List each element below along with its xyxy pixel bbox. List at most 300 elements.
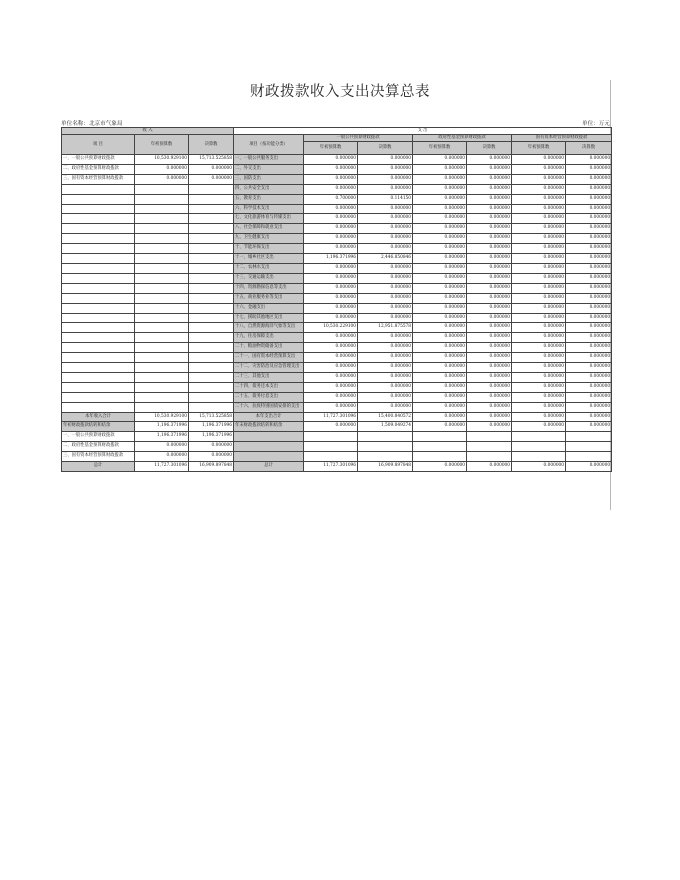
fund-final-cell: 0.000000 (467, 224, 512, 234)
general-budget-cell: 0.000000 (304, 283, 358, 293)
fund-budget-cell: 0.000000 (413, 382, 467, 392)
state-final-cell: 0.000000 (566, 224, 612, 234)
fund-final-cell: 0.000000 (467, 363, 512, 373)
income-item-cell (62, 184, 135, 194)
fund-final-cell: 0.000000 (467, 392, 512, 402)
state-budget-cell: 0.000000 (512, 392, 566, 402)
state-budget-cell: 0.000000 (512, 204, 566, 214)
year-exp-general-final: 15,400.840572 (358, 412, 413, 422)
table-row (62, 204, 612, 214)
income-budget-cell (135, 254, 189, 264)
fund-budget-cell: 0.000000 (413, 214, 467, 224)
income-item-cell (62, 353, 135, 363)
income-final-cell (189, 392, 234, 402)
income-item-cell: 三、国有资本经营预算财政拨款 (62, 174, 135, 184)
carry-sub3-budget: 0.000000 (135, 452, 189, 462)
expense-header: 支 出 (234, 128, 612, 135)
expense-item-cell: 九、卫生健康支出 (234, 234, 304, 244)
general-budget-cell: 0.000000 (304, 363, 358, 373)
income-budget-cell (135, 343, 189, 353)
table-row (62, 263, 612, 273)
year-exp-fund-budget: 0.000000 (413, 412, 467, 422)
year-income-final: 15,713.525858 (189, 412, 234, 422)
income-item-cell (62, 313, 135, 323)
expense-item-cell: 二十三、其他支出 (234, 372, 304, 382)
state-final-cell: 0.000000 (566, 184, 612, 194)
income-final-cell (189, 313, 234, 323)
income-header: 收 入 (62, 128, 234, 135)
empty-cell (304, 452, 358, 462)
table-row (62, 155, 612, 165)
general-budget-cell: 0.000000 (304, 234, 358, 244)
income-budget-cell (135, 323, 189, 333)
income-item-cell (62, 244, 135, 254)
expense-item-cell: 二十一、国有资本经营预算支出 (234, 353, 304, 363)
income-final-cell (189, 303, 234, 313)
carry-out-label: 年末财政拨款结转和结余 (234, 422, 304, 432)
total-exp-state-final: 0.000000 (566, 462, 612, 472)
general-budget-cell: 0.000000 (304, 263, 358, 273)
state-final-cell: 0.000000 (566, 155, 612, 165)
fund-final-cell: 0.000000 (467, 204, 512, 214)
general-budget-cell: 0.000000 (304, 313, 358, 323)
state-capital-header: 国有资本经营预算财政拨款 (512, 135, 612, 142)
carry-out-fund-budget: 0.000000 (413, 422, 467, 432)
carry-sub-row-3 (62, 452, 612, 462)
general-final-cell: 0.000000 (358, 363, 413, 373)
total-exp-fund-final: 0.000000 (467, 462, 512, 472)
carry-in-final: 1,196.371996 (189, 422, 234, 432)
carry-out-general-final: 1,509.049274 (358, 422, 413, 432)
state-budget-cell: 0.000000 (512, 234, 566, 244)
general-final-cell: 0.114150 (358, 194, 413, 204)
income-item-cell (62, 343, 135, 353)
income-final-cell (189, 244, 234, 254)
fund-final-cell: 0.000000 (467, 174, 512, 184)
carry-sub1-budget: 1,196.371996 (135, 432, 189, 442)
general-final-sub: 决算数 (358, 142, 413, 155)
expense-item-header: 项目（按功能分类） (234, 135, 304, 155)
general-budget-cell: 0.000000 (304, 214, 358, 224)
income-item-cell (62, 214, 135, 224)
expense-item-cell: 六、科学技术支出 (234, 204, 304, 214)
empty-cell (413, 452, 467, 462)
unit-name-label: 单位名称：北京市气象局 (61, 121, 123, 127)
expense-item-cell: 十八、自然资源海洋气象等支出 (234, 323, 304, 333)
expense-item-cell: 十三、交通运输支出 (234, 273, 304, 283)
expense-item-cell: 八、社会保障和就业支出 (234, 224, 304, 234)
carry-sub3-final: 0.000000 (189, 452, 234, 462)
carry-in-budget: 1,196.371996 (135, 422, 189, 432)
state-final-cell: 0.000000 (566, 363, 612, 373)
general-final-cell: 0.000000 (358, 174, 413, 184)
general-final-cell: 0.000000 (358, 382, 413, 392)
fund-final-cell: 0.000000 (467, 313, 512, 323)
fund-budget-cell: 0.000000 (413, 353, 467, 363)
fund-final-cell: 0.000000 (467, 303, 512, 313)
general-budget-cell: 10,530.229100 (304, 323, 358, 333)
empty-cell (512, 432, 566, 442)
state-final-cell: 0.000000 (566, 372, 612, 382)
fund-budget-cell: 0.000000 (413, 293, 467, 303)
general-final-cell: 0.000000 (358, 204, 413, 214)
empty-cell (358, 432, 413, 442)
state-budget-cell: 0.000000 (512, 155, 566, 165)
general-final-cell: 0.000000 (358, 293, 413, 303)
fund-budget-cell: 0.000000 (413, 184, 467, 194)
state-budget-cell: 0.000000 (512, 263, 566, 273)
fund-final-cell: 0.000000 (467, 293, 512, 303)
general-final-cell: 0.000000 (358, 244, 413, 254)
empty-cell (234, 452, 304, 462)
carry-sub2-budget: 0.000000 (135, 442, 189, 452)
year-exp-state-budget: 0.000000 (512, 412, 566, 422)
table-row (62, 214, 612, 224)
income-item-cell (62, 283, 135, 293)
year-total-row (62, 412, 612, 422)
income-final-cell (189, 283, 234, 293)
table-row (62, 164, 612, 174)
fund-final-cell: 0.000000 (467, 372, 512, 382)
state-final-cell: 0.000000 (566, 402, 612, 412)
general-budget-cell: 0.000000 (304, 293, 358, 303)
carry-out-fund-final: 0.000000 (467, 422, 512, 432)
income-final-cell: 15,713.525858 (189, 155, 234, 165)
carry-sub-row-1 (62, 432, 612, 442)
income-final-cell (189, 273, 234, 283)
general-final-cell: 0.000000 (358, 184, 413, 194)
state-final-cell: 0.000000 (566, 273, 612, 283)
carry-in-label: 年初财政拨款结转和结余 (62, 422, 135, 432)
income-final-cell (189, 184, 234, 194)
fund-final-cell: 0.000000 (467, 234, 512, 244)
income-item-cell (62, 273, 135, 283)
state-final-cell: 0.000000 (566, 194, 612, 204)
fund-budget-cell: 0.000000 (413, 244, 467, 254)
year-exp-general-budget: 11,727.301096 (304, 412, 358, 422)
fund-budget-cell: 0.000000 (413, 323, 467, 333)
state-final-cell: 0.000000 (566, 343, 612, 353)
general-final-cell: 0.000000 (358, 273, 413, 283)
fund-budget-cell: 0.000000 (413, 224, 467, 234)
empty-cell (566, 432, 612, 442)
expense-item-cell: 十七、援助其他地区支出 (234, 313, 304, 323)
general-budget-cell: 0.000000 (304, 392, 358, 402)
table-row (62, 283, 612, 293)
expense-item-cell: 二十四、债务还本支出 (234, 382, 304, 392)
fund-final-cell: 0.000000 (467, 254, 512, 264)
general-budget-cell: 0.000000 (304, 155, 358, 165)
general-budget-cell: 0.000000 (304, 382, 358, 392)
expense-item-cell: 十、节能环保支出 (234, 244, 304, 254)
table-row (62, 254, 612, 264)
table-row (62, 353, 612, 363)
income-final-cell (189, 382, 234, 392)
general-budget-cell: 0.000000 (304, 164, 358, 174)
income-final-cell (189, 194, 234, 204)
state-final-cell: 0.000000 (566, 214, 612, 224)
fund-final-cell: 0.000000 (467, 263, 512, 273)
income-final-cell (189, 234, 234, 244)
table-row (62, 194, 612, 204)
expense-item-cell: 十一、城乡社区支出 (234, 254, 304, 264)
state-budget-cell: 0.000000 (512, 343, 566, 353)
state-final-cell: 0.000000 (566, 333, 612, 343)
income-item-cell (62, 224, 135, 234)
income-budget-cell (135, 363, 189, 373)
total-expense-label: 总计 (234, 462, 304, 472)
fund-final-cell: 0.000000 (467, 323, 512, 333)
state-budget-cell: 0.000000 (512, 353, 566, 363)
income-budget-cell (135, 392, 189, 402)
expense-item-cell: 二十二、灾害防治及应急管理支出 (234, 363, 304, 373)
general-final-cell: 0.000000 (358, 392, 413, 402)
state-final-cell: 0.000000 (566, 164, 612, 174)
general-budget-sub: 年初预算数 (304, 142, 358, 155)
income-final-header: 决算数 (189, 135, 234, 155)
expense-item-cell: 二、外交支出 (234, 164, 304, 174)
income-item-header: 项 目 (62, 135, 135, 155)
income-budget-cell (135, 382, 189, 392)
state-final-sub: 决算数 (566, 142, 612, 155)
fund-final-cell: 0.000000 (467, 353, 512, 363)
fund-budget-cell: 0.000000 (413, 254, 467, 264)
report-title: 财政拨款收入支出决算总表 (250, 84, 430, 100)
fund-final-cell: 0.000000 (467, 214, 512, 224)
general-final-cell: 0.000000 (358, 224, 413, 234)
total-income-label: 总计 (62, 462, 135, 472)
general-final-cell: 0.000000 (358, 313, 413, 323)
table-row (62, 392, 612, 402)
table-row (62, 323, 612, 333)
fund-budget-cell: 0.000000 (413, 392, 467, 402)
income-budget-cell: 10,530.929100 (135, 155, 189, 165)
general-budget-cell: 0.000000 (304, 174, 358, 184)
general-final-cell: 0.000000 (358, 155, 413, 165)
table-row (62, 174, 612, 184)
fund-final-cell: 0.000000 (467, 164, 512, 174)
fund-budget-header: 政府性基金预算财政拨款 (413, 135, 512, 142)
empty-cell (304, 442, 358, 452)
income-budget-cell (135, 372, 189, 382)
state-final-cell: 0.000000 (566, 382, 612, 392)
empty-cell (358, 452, 413, 462)
fund-budget-sub: 年初预算数 (413, 142, 467, 155)
expense-item-cell: 二十六、抗疫特别国债安排的支出 (234, 402, 304, 412)
total-income-budget: 11,727.301096 (135, 462, 189, 472)
income-item-cell (62, 382, 135, 392)
expense-item-cell: 十五、商业服务业等支出 (234, 293, 304, 303)
income-item-cell (62, 204, 135, 214)
state-budget-cell: 0.000000 (512, 164, 566, 174)
fund-final-cell: 0.000000 (467, 155, 512, 165)
income-final-cell (189, 323, 234, 333)
income-final-cell (189, 204, 234, 214)
state-final-cell: 0.000000 (566, 313, 612, 323)
grand-total-row (62, 462, 612, 472)
state-final-cell: 0.000000 (566, 392, 612, 402)
general-final-cell: 0.000000 (358, 283, 413, 293)
general-budget-cell: 0.000000 (304, 402, 358, 412)
table-row (62, 234, 612, 244)
income-item-cell (62, 303, 135, 313)
income-final-cell (189, 214, 234, 224)
state-final-cell: 0.000000 (566, 303, 612, 313)
expense-item-cell: 一、一般公共服务支出 (234, 155, 304, 165)
fund-budget-cell: 0.000000 (413, 164, 467, 174)
empty-cell (467, 432, 512, 442)
empty-cell (304, 432, 358, 442)
income-budget-cell (135, 273, 189, 283)
income-final-cell (189, 402, 234, 412)
state-final-cell: 0.000000 (566, 323, 612, 333)
total-exp-state-budget: 0.000000 (512, 462, 566, 472)
year-exp-fund-final: 0.000000 (467, 412, 512, 422)
fund-budget-cell: 0.000000 (413, 372, 467, 382)
state-budget-cell: 0.000000 (512, 224, 566, 234)
fund-final-sub: 决算数 (467, 142, 512, 155)
fund-final-cell: 0.000000 (467, 333, 512, 343)
income-item-cell (62, 402, 135, 412)
general-final-cell: 0.000000 (358, 234, 413, 244)
fund-budget-cell: 0.000000 (413, 155, 467, 165)
state-budget-cell: 0.000000 (512, 273, 566, 283)
income-final-cell: 0.000000 (189, 164, 234, 174)
income-item-cell (62, 392, 135, 402)
state-budget-cell: 0.000000 (512, 363, 566, 373)
general-budget-cell: 0.000000 (304, 333, 358, 343)
carry-sub2-final: 0.000000 (189, 442, 234, 452)
expense-item-cell: 十九、住房保障支出 (234, 333, 304, 343)
general-budget-cell: 0.000000 (304, 184, 358, 194)
expense-item-cell: 十六、金融支出 (234, 303, 304, 313)
table-row (62, 303, 612, 313)
fund-final-cell: 0.000000 (467, 273, 512, 283)
year-expense-label: 本年支出合计 (234, 412, 304, 422)
general-budget-cell: 0.000000 (304, 372, 358, 382)
table-row (62, 313, 612, 323)
state-final-cell: 0.000000 (566, 263, 612, 273)
state-budget-cell: 0.000000 (512, 244, 566, 254)
fund-final-cell: 0.000000 (467, 244, 512, 254)
table-row (62, 224, 612, 234)
table-row (62, 363, 612, 373)
empty-cell (234, 442, 304, 452)
income-final-cell (189, 263, 234, 273)
year-income-label: 本年收入合计 (62, 412, 135, 422)
income-item-cell: 二、政府性基金预算财政拨款 (62, 164, 135, 174)
table-row (62, 382, 612, 392)
general-budget-cell: 0.000000 (304, 224, 358, 234)
fund-budget-cell: 0.000000 (413, 194, 467, 204)
income-final-cell: 0.000000 (189, 174, 234, 184)
fund-budget-cell: 0.000000 (413, 283, 467, 293)
empty-cell (413, 432, 467, 442)
state-budget-cell: 0.000000 (512, 254, 566, 264)
fund-final-cell: 0.000000 (467, 184, 512, 194)
fund-budget-cell: 0.000000 (413, 313, 467, 323)
income-budget-cell (135, 293, 189, 303)
state-final-cell: 0.000000 (566, 353, 612, 363)
fund-final-cell: 0.000000 (467, 382, 512, 392)
income-item-cell (62, 333, 135, 343)
carry-sub1-final: 1,196.371996 (189, 432, 234, 442)
state-final-cell: 0.000000 (566, 293, 612, 303)
income-budget-cell (135, 402, 189, 412)
currency-unit-label: 单位：万元 (582, 121, 610, 127)
income-budget-cell (135, 214, 189, 224)
empty-cell (467, 452, 512, 462)
state-budget-cell: 0.000000 (512, 313, 566, 323)
table-row (62, 184, 612, 194)
income-budget-cell (135, 184, 189, 194)
expense-item-cell: 五、教育支出 (234, 194, 304, 204)
income-final-cell (189, 343, 234, 353)
general-budget-cell: 0.000000 (304, 204, 358, 214)
table-row (62, 244, 612, 254)
general-final-cell: 0.000000 (358, 164, 413, 174)
state-budget-sub: 年初预算数 (512, 142, 566, 155)
state-final-cell: 0.000000 (566, 244, 612, 254)
general-final-cell: 0.000000 (358, 343, 413, 353)
empty-cell (358, 442, 413, 452)
state-budget-cell: 0.000000 (512, 214, 566, 224)
fund-final-cell: 0.000000 (467, 343, 512, 353)
total-exp-fund-budget: 0.000000 (413, 462, 467, 472)
income-final-cell (189, 333, 234, 343)
fund-budget-cell: 0.000000 (413, 263, 467, 273)
income-budget-cell (135, 194, 189, 204)
expense-item-cell: 十二、农林水支出 (234, 263, 304, 273)
state-budget-cell: 0.000000 (512, 372, 566, 382)
general-budget-cell: 0.000000 (304, 273, 358, 283)
state-budget-cell: 0.000000 (512, 402, 566, 412)
state-budget-cell: 0.000000 (512, 303, 566, 313)
fund-budget-cell: 0.000000 (413, 273, 467, 283)
income-item-cell: 一、一般公共预算财政拨款 (62, 155, 135, 165)
header-row-1 (62, 128, 612, 135)
fund-final-cell: 0.000000 (467, 283, 512, 293)
general-budget-cell: 0.000000 (304, 343, 358, 353)
fund-final-cell: 0.000000 (467, 402, 512, 412)
state-budget-cell: 0.000000 (512, 174, 566, 184)
general-budget-cell: 0.000000 (304, 244, 358, 254)
header-row-2 (62, 135, 612, 142)
income-budget-cell (135, 204, 189, 214)
empty-cell (566, 452, 612, 462)
income-budget-cell: 0.000000 (135, 164, 189, 174)
general-final-cell: 0.000000 (358, 263, 413, 273)
income-item-cell (62, 254, 135, 264)
carry-out-general-budget: 0.000000 (304, 422, 358, 432)
income-budget-cell: 0.000000 (135, 174, 189, 184)
state-final-cell: 0.000000 (566, 234, 612, 244)
table-row (62, 293, 612, 303)
income-final-cell (189, 293, 234, 303)
carry-row (62, 422, 612, 432)
state-final-cell: 0.000000 (566, 283, 612, 293)
general-final-cell: 12,951.875578 (358, 323, 413, 333)
expense-item-cell: 四、公共安全支出 (234, 184, 304, 194)
income-final-cell (189, 353, 234, 363)
fund-budget-cell: 0.000000 (413, 333, 467, 343)
income-item-cell (62, 293, 135, 303)
general-final-cell: 0.000000 (358, 303, 413, 313)
state-budget-cell: 0.000000 (512, 333, 566, 343)
income-item-cell (62, 372, 135, 382)
expense-item-cell: 七、文化旅游体育与传媒支出 (234, 214, 304, 224)
total-income-final: 16,909.897848 (189, 462, 234, 472)
